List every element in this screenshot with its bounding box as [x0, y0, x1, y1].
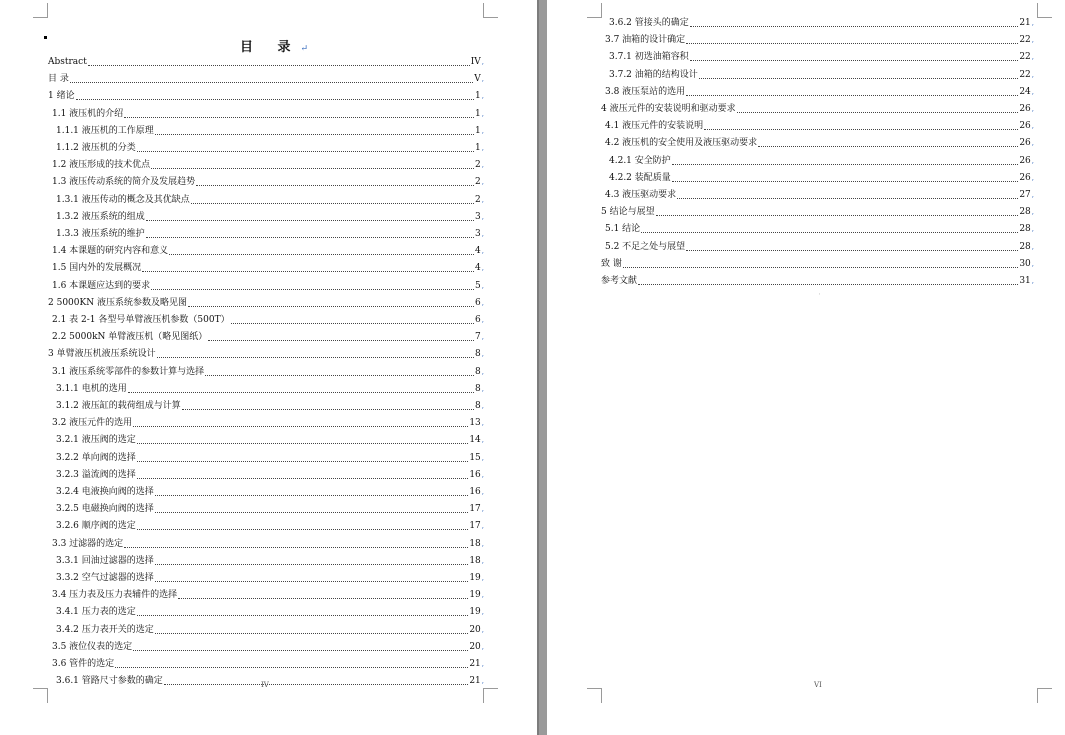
toc-entry[interactable] [52, 246, 484, 257]
toc-entry-title: 1.6 本课题应达到的要求 [52, 280, 151, 291]
paragraph-mark-icon: , [481, 453, 484, 462]
toc-entry-page-number: 16 [469, 469, 481, 480]
toc-entry-title: 3.2.4 电液换向阀的选择 [56, 487, 154, 497]
toc-entry[interactable] [605, 87, 1034, 98]
toc-entry[interactable] [56, 229, 484, 240]
toc-entry-page-number: 3 [475, 229, 481, 239]
toc-entry[interactable] [56, 384, 484, 395]
paragraph-mark-icon: , [481, 316, 484, 324]
paragraph-mark-icon: , [1031, 156, 1034, 165]
paragraph-mark-icon: , [1031, 225, 1034, 234]
toc-entry-page-number: 21 [469, 659, 481, 669]
toc-entry-page-number: 22 [1019, 52, 1031, 63]
toc-entry[interactable] [605, 35, 1034, 46]
paragraph-mark-icon: , [1031, 173, 1034, 182]
toc-entry-title: 4.2 液压机的安全使用及液压驱动要求 [605, 138, 758, 149]
toc-entry-page-number: 28 [1019, 224, 1031, 235]
toc-entry-page-number: 22 [1019, 69, 1031, 80]
toc-dot-leader [690, 26, 1019, 27]
paragraph-mark-icon: , [1031, 87, 1034, 96]
toc-entry-title: 5.1 结论 [605, 224, 641, 235]
toc-dot-leader [137, 443, 469, 444]
toc-entry-title: 4.2.2 装配质量 [609, 172, 671, 183]
toc-entry[interactable] [48, 74, 484, 85]
toc-entry-title: 3.3.2 空气过滤器的选择 [56, 573, 154, 583]
toc-entry-title: 3.2.1 液压阀的选定 [56, 435, 136, 446]
toc-dot-leader [677, 198, 1018, 199]
paragraph-mark-icon: , [481, 126, 484, 135]
toc-entry[interactable] [609, 156, 1034, 167]
toc-entry[interactable] [48, 91, 484, 102]
paragraph-mark-icon: , [481, 264, 484, 273]
stray-mark: ˌ [819, 290, 821, 296]
toc-entry-page-number: 22 [1019, 35, 1031, 46]
toc-entry-page-number: 16 [469, 487, 481, 497]
toc-entry-page-number: 17 [469, 504, 481, 515]
toc-entry[interactable] [609, 70, 1034, 81]
toc-dot-leader [704, 129, 1018, 130]
toc-entry[interactable] [56, 143, 484, 154]
paragraph-mark-icon: ↵ [300, 44, 309, 54]
toc-dot-leader [188, 306, 474, 307]
toc-entry-title: 1.3 液压传动系统的简介及发展趋势 [52, 177, 196, 188]
toc-entry-title: 1 绪论 [48, 91, 75, 102]
toc-entry-title: 参考文献 [601, 276, 638, 286]
paragraph-mark-icon: , [481, 161, 484, 170]
toc-dot-leader [638, 284, 1018, 285]
toc-entry-title: 4.3 液压驱动要求 [605, 190, 677, 200]
crop-mark-top-right [1037, 3, 1052, 18]
crop-mark-bottom-right [1037, 688, 1052, 703]
toc-entry[interactable] [605, 121, 1034, 132]
toc-dot-leader [182, 409, 474, 410]
crop-mark-top-left [587, 3, 602, 18]
toc-entry-page-number: 28 [1019, 241, 1031, 252]
toc-entry-title: 1.3.2 液压系统的组成 [56, 211, 145, 222]
toc-dot-leader [208, 340, 474, 341]
toc-entry-page-number: 18 [469, 555, 481, 566]
toc-entry-title: 目 录 [48, 74, 69, 85]
toc-entry[interactable] [52, 659, 484, 670]
toc-entry[interactable] [56, 504, 484, 515]
toc-entry-page-number: 3 [475, 211, 481, 222]
toc-title-text: 目 录 [240, 40, 301, 55]
toc-entry-page-number: 4 [475, 246, 481, 257]
toc-entry-page-number: 2 [475, 177, 481, 188]
toc-entry-title: 2 5000KN 液压系统参数及略见图 [48, 297, 187, 308]
crop-mark-bottom-right [483, 688, 498, 703]
toc-entry-title: 5 结论与展望 [601, 207, 655, 218]
toc-entry[interactable] [56, 521, 484, 532]
toc-dot-leader [133, 426, 468, 427]
toc-entry-title: 1.1.1 液压机的工作原理 [56, 125, 154, 136]
paragraph-mark-icon: , [481, 230, 484, 238]
toc-entry-page-number: 8 [475, 349, 481, 360]
toc-dot-leader [231, 323, 474, 324]
toc-entry-title: 3.6 管件的选定 [52, 659, 115, 669]
toc-entry-page-number: 31 [1019, 276, 1031, 286]
page-number-footer: IV [261, 681, 269, 689]
paragraph-mark-icon: , [481, 92, 484, 101]
toc-dot-leader [690, 60, 1019, 61]
toc-dot-leader [686, 95, 1018, 96]
toc-entry-page-number: 1 [475, 143, 481, 153]
paragraph-mark-icon: , [481, 281, 484, 290]
page-gutter [537, 0, 547, 735]
toc-entry[interactable] [52, 332, 484, 343]
toc-entry-page-number: 26 [1019, 104, 1031, 114]
crop-mark-top-right [483, 3, 498, 18]
toc-entry[interactable] [52, 109, 484, 120]
toc-entry[interactable] [56, 556, 484, 567]
paragraph-mark-icon: , [481, 505, 484, 514]
paragraph-mark-icon: , [1031, 259, 1034, 268]
paragraph-mark-icon: , [481, 660, 484, 668]
toc-entry-page-number: 17 [469, 521, 481, 532]
toc-entry-title: 3.6.1 管路尺寸参数的确定 [56, 676, 163, 687]
toc-entry-page-number: 6 [475, 315, 481, 325]
toc-dot-leader [672, 181, 1019, 182]
toc-entry[interactable] [52, 590, 484, 601]
paragraph-mark-icon: , [481, 419, 484, 428]
crop-mark-top-left [33, 3, 48, 18]
paragraph-mark-icon: , [1031, 19, 1034, 27]
toc-entry-page-number: 2 [475, 194, 481, 205]
toc-dot-leader [146, 237, 474, 238]
toc-dot-leader [737, 112, 1019, 113]
toc-entry[interactable] [56, 195, 484, 206]
paragraph-mark-icon: , [481, 195, 484, 204]
toc-entry-page-number: 1 [475, 125, 481, 136]
toc-entry-page-number: 8 [475, 366, 481, 377]
paragraph-bullet [44, 36, 47, 39]
paragraph-mark-icon: , [481, 350, 484, 359]
toc-entry-page-number: 21 [469, 676, 481, 687]
toc-dot-leader [686, 43, 1018, 44]
toc-dot-leader [142, 271, 474, 272]
toc-entry-title: 3.4.1 压力表的选定 [56, 607, 136, 618]
toc-entry[interactable] [605, 224, 1034, 235]
document-page-right [547, 0, 1065, 735]
crop-mark-bottom-left [587, 688, 602, 703]
toc-entry-title: 1.4 本课题的研究内容和意义 [52, 246, 169, 257]
toc-entry[interactable] [56, 676, 484, 687]
toc-entry-page-number: 5 [475, 280, 481, 291]
toc-dot-leader [672, 164, 1019, 165]
paragraph-mark-icon: , [481, 75, 484, 84]
paragraph-mark-icon: , [481, 109, 484, 118]
toc-entry[interactable] [56, 470, 484, 481]
toc-entry-page-number: 27 [1019, 190, 1031, 200]
crop-mark-bottom-left [33, 688, 48, 703]
paragraph-mark-icon: , [481, 144, 484, 152]
toc-dot-leader [656, 215, 1019, 216]
toc-entry-page-number: 20 [469, 641, 481, 652]
toc-dot-leader [128, 392, 474, 393]
toc-entry-page-number: 20 [469, 624, 481, 635]
toc-dot-leader [70, 82, 473, 83]
toc-entry[interactable] [56, 126, 484, 137]
toc-entry-page-number: 8 [475, 383, 481, 394]
toc-entry[interactable] [48, 298, 484, 309]
toc-entry-title: 3.8 液压泵站的选用 [605, 86, 686, 97]
toc-entry-page-number: 19 [469, 590, 481, 601]
toc-entry[interactable] [609, 173, 1034, 184]
toc-entry-page-number: 19 [469, 607, 481, 618]
toc-dot-leader [137, 615, 469, 616]
toc-dot-leader [758, 146, 1018, 147]
toc-dot-leader [196, 185, 474, 186]
toc-dot-leader [115, 667, 468, 668]
toc-entry-title: 1.1 液压机的介绍 [52, 108, 124, 119]
toc-dot-leader [124, 547, 468, 548]
toc-entry-title: 2.1 表 2-1 各型号单臂液压机参数（500T） [52, 315, 230, 325]
toc-entry-page-number: 21 [1019, 18, 1031, 28]
toc-dot-leader [205, 375, 474, 376]
toc-entry[interactable] [52, 160, 484, 171]
toc-entry[interactable] [56, 607, 484, 618]
toc-entry-title: 1.1.2 液压机的分类 [56, 143, 136, 153]
toc-entry-page-number: 14 [469, 435, 481, 446]
toc-entry-title: 5.2 不足之处与展望 [605, 241, 686, 252]
toc-entry-page-number: 1 [475, 108, 481, 119]
toc-entry-title: 1.2 液压形成的技术优点 [52, 160, 151, 171]
paragraph-mark-icon: , [481, 522, 484, 531]
toc-entry-title: 3.1.1 电机的选用 [56, 383, 127, 394]
toc-dot-leader [155, 564, 469, 565]
toc-entry-title: 3 单臂液压机液压系统设计 [48, 349, 156, 360]
toc-entry[interactable] [56, 487, 484, 498]
paragraph-mark-icon: , [481, 247, 484, 256]
paragraph-mark-icon: , [1031, 277, 1034, 285]
paragraph-mark-icon: , [481, 642, 484, 651]
toc-entry[interactable] [48, 349, 484, 360]
paragraph-mark-icon: , [1031, 208, 1034, 217]
toc-entry[interactable] [56, 573, 484, 584]
toc-dot-leader [155, 495, 469, 496]
paragraph-mark-icon: , [481, 298, 484, 307]
toc-entry-page-number: 7 [475, 332, 481, 343]
toc-entry-title: 1.3.3 液压系统的维护 [56, 229, 145, 239]
toc-dot-leader [151, 168, 474, 169]
toc-entry-page-number: 18 [469, 538, 481, 549]
toc-dot-leader [137, 151, 474, 152]
toc-dot-leader [641, 232, 1018, 233]
toc-entry[interactable] [56, 401, 484, 412]
toc-entry[interactable] [56, 625, 484, 636]
toc-dot-leader [157, 357, 474, 358]
paragraph-mark-icon: , [1031, 36, 1034, 45]
toc-entry-title: 3.2.2 单向阀的选择 [56, 452, 136, 463]
toc-dot-leader [178, 598, 468, 599]
toc-entry[interactable] [52, 367, 484, 378]
toc-entry-page-number: 6 [475, 297, 481, 308]
toc-entry[interactable] [601, 259, 1034, 270]
toc-entry[interactable] [52, 263, 484, 274]
toc-entry-title: 3.2.3 溢流阀的选择 [56, 469, 136, 480]
toc-entry[interactable] [52, 281, 484, 292]
paragraph-mark-icon: , [1031, 242, 1034, 251]
paragraph-mark-icon: , [481, 608, 484, 617]
toc-entry[interactable] [52, 418, 484, 429]
toc-entry-title: 4.1 液压元件的安装说明 [605, 121, 704, 132]
paragraph-mark-icon: , [481, 677, 484, 686]
toc-entry-page-number: 4 [475, 263, 481, 274]
toc-entry-title: 3.2.5 电磁换向阀的选择 [56, 504, 154, 515]
paragraph-mark-icon: , [481, 333, 484, 342]
toc-entry[interactable] [52, 177, 484, 188]
toc-title [240, 36, 308, 55]
toc-dot-leader [137, 478, 469, 479]
toc-entry-title: 3.6.2 管接头的确定 [609, 18, 689, 28]
paragraph-mark-icon: , [481, 212, 484, 221]
toc-dot-leader [623, 267, 1018, 268]
paragraph-mark-icon: , [481, 574, 484, 582]
toc-entry-page-number: 2 [475, 160, 481, 171]
paragraph-mark-icon: , [1031, 122, 1034, 131]
toc-dot-leader [76, 99, 474, 100]
toc-entry-title: 致 谢 [601, 258, 622, 269]
paragraph-mark-icon: , [1031, 105, 1034, 113]
toc-entry-title: 1.3.1 液压传动的概念及其优缺点 [56, 194, 190, 205]
paragraph-mark-icon: , [481, 625, 484, 634]
paragraph-mark-icon: , [481, 539, 484, 548]
toc-dot-leader [146, 220, 474, 221]
toc-entry-title: 3.3 过滤器的选定 [52, 538, 124, 549]
toc-entry[interactable] [605, 138, 1034, 149]
toc-entry[interactable] [601, 276, 1034, 287]
toc-dot-leader [137, 529, 469, 530]
toc-entry-page-number: 15 [469, 452, 481, 463]
toc-dot-leader [155, 633, 469, 634]
toc-entry-title: 3.4.2 压力表开关的选定 [56, 624, 154, 635]
toc-entry-title: 3.7.2 油箱的结构设计 [609, 69, 698, 80]
toc-entry[interactable] [601, 104, 1034, 115]
paragraph-mark-icon: , [481, 367, 484, 376]
toc-entry-page-number: 8 [475, 401, 481, 411]
toc-entry-title: 4.2.1 安全防护 [609, 155, 671, 166]
toc-entry-title: 3.4 压力表及压力表辅件的选择 [52, 590, 178, 601]
toc-entry-title: 3.3.1 回油过滤器的选择 [56, 555, 154, 566]
toc-entry[interactable] [605, 190, 1034, 201]
toc-entry[interactable] [52, 539, 484, 550]
paragraph-mark-icon: , [481, 556, 484, 565]
paragraph-mark-icon: , [481, 402, 484, 410]
toc-entry-page-number: 26 [1019, 155, 1031, 166]
page-gutter-edge [537, 0, 539, 735]
toc-entry-page-number: IV [470, 57, 481, 67]
toc-entry-page-number: 13 [469, 418, 481, 429]
toc-entry-title: 3.5 液位仪表的选定 [52, 641, 133, 652]
paragraph-mark-icon: , [481, 470, 484, 479]
paragraph-mark-icon: , [481, 178, 484, 187]
toc-entry-title: 3.7 油箱的设计确定 [605, 35, 686, 46]
toc-entry-page-number: V [474, 74, 481, 85]
toc-entry-page-number: 26 [1019, 138, 1031, 149]
toc-entry[interactable] [609, 18, 1034, 29]
toc-dot-leader [191, 203, 474, 204]
toc-dot-leader [124, 117, 474, 118]
paragraph-mark-icon: , [481, 58, 484, 66]
toc-entry[interactable] [48, 57, 484, 68]
toc-dot-leader [133, 650, 468, 651]
toc-dot-leader [164, 684, 469, 685]
toc-dot-leader [88, 65, 470, 66]
toc-entry[interactable] [52, 315, 484, 326]
toc-dot-leader [137, 461, 469, 462]
toc-entry-page-number: 30 [1019, 258, 1031, 269]
paragraph-mark-icon: , [481, 384, 484, 393]
toc-entry-title: 3.1 液压系统零部件的参数计算与选择 [52, 366, 205, 377]
toc-entry-title: 3.2.6 顺序阀的选定 [56, 521, 136, 532]
toc-dot-leader [155, 134, 474, 135]
toc-entry[interactable] [56, 453, 484, 464]
toc-dot-leader [699, 78, 1019, 79]
page-number-footer: VI [814, 681, 822, 689]
paragraph-mark-icon: , [1031, 191, 1034, 199]
paragraph-mark-icon: , [1031, 70, 1034, 79]
paragraph-mark-icon: , [481, 591, 484, 600]
toc-entry[interactable] [56, 435, 484, 446]
toc-entry-page-number: 26 [1019, 172, 1031, 183]
toc-entry-title: 1.5 国内外的发展概况 [52, 263, 142, 274]
toc-entry-title: 3.7.1 初选油箱容积 [609, 52, 689, 63]
toc-entry[interactable] [52, 642, 484, 653]
toc-entry-page-number: 28 [1019, 207, 1031, 218]
paragraph-mark-icon: , [1031, 53, 1034, 62]
toc-dot-leader [155, 512, 469, 513]
toc-entry-title: 2.2 5000kN 单臂液压机（略见图纸） [52, 332, 208, 343]
toc-entry[interactable] [601, 207, 1034, 218]
toc-entry-title: Abstract [48, 57, 87, 67]
toc-dot-leader [151, 289, 474, 290]
toc-entry-title: 4 液压元件的安装说明和驱动要求 [601, 104, 736, 114]
toc-dot-leader [155, 581, 469, 582]
paragraph-mark-icon: , [1031, 139, 1034, 148]
toc-entry-title: 3.2 液压元件的选用 [52, 418, 133, 429]
toc-entry-page-number: 19 [469, 573, 481, 583]
toc-dot-leader [686, 250, 1018, 251]
toc-dot-leader [169, 254, 474, 255]
toc-entry-title: 3.1.2 液压缸的载荷组成与计算 [56, 401, 181, 411]
paragraph-mark-icon: , [481, 488, 484, 496]
toc-entry-page-number: 26 [1019, 121, 1031, 132]
toc-entry[interactable] [56, 212, 484, 223]
toc-entry-page-number: 24 [1019, 86, 1031, 97]
paragraph-mark-icon: , [481, 436, 484, 445]
toc-entry[interactable] [605, 242, 1034, 253]
toc-entry[interactable] [609, 52, 1034, 63]
toc-entry-page-number: 1 [475, 91, 481, 102]
